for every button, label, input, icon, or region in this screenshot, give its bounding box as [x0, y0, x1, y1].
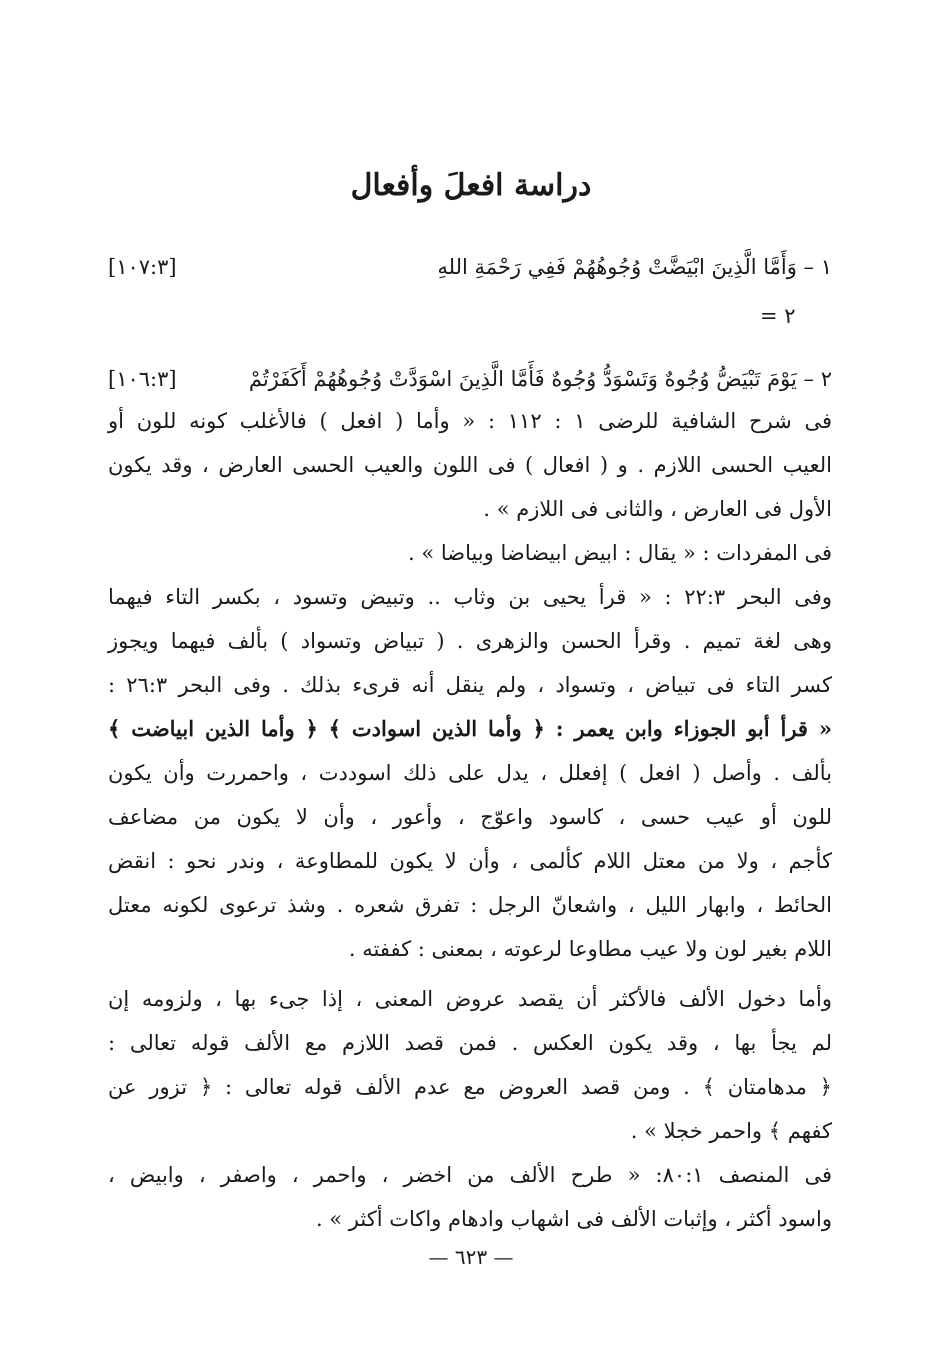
text-line: كأجم ، ولا من معتل اللام كألمى ، وأن لا يكون للمطاوعة ، وندر نحو : انقض [108, 849, 832, 873]
verse-2 [108, 364, 832, 398]
text-line: فى المفردات : « يقال : ابيض ابيضاضا وبياضا » . [407, 541, 832, 565]
text-line: اللام بغير لون ولا عيب مطاوعا لرعوته ، بمعنى : كففته . [348, 937, 832, 961]
text-line: لم يجأ بها ، وقد يكون العكس . فمن قصد اللازم مع الألف قوله تعالى : [108, 1031, 832, 1055]
verse-2-text: ٢ – يَوْمَ تَبْيَضُّ وُجُوهٌ وَتَسْوَدُّ وُجُوهٌ فَأَمَّا الَّذِينَ اسْوَدَّتْ وُجُوهُهُمْ أَكَفَرْتُمْ [248, 367, 832, 391]
page-number: — ٦٢٣ — [428, 1245, 514, 1269]
text-line: فى المنصف ٨٠:١: « طرح الألف من اخضر ، واحمر ، واصفر ، وابيض ، [108, 1163, 832, 1187]
text-line: فى شرح الشافية للرضى ١ : ١١٢ : « وأما ( افعل ) فالأغلب كونه للون أو [108, 409, 832, 433]
verse-1 [108, 252, 832, 286]
text-line-bold: « قرأ أبو الجوزاء وابن يعمر : ﴿ وأما الذين اسوادت ﴾ ﴿ وأما الذين ابياضت ﴾ [108, 716, 832, 741]
verse-2-ref: [١٠٦:٣] [108, 367, 177, 391]
text-line: كسر التاء فى تبياض ، وتسواد ، ولم ينقل أنه قرىء بذلك . وفى البحر ٢٦:٣ : [108, 673, 832, 697]
verse-1-text: ١ – وَأَمَّا الَّذِينَ ابْيَضَّتْ وُجُوهُهُمْ فَفِي رَحْمَةِ اللهِ [437, 255, 832, 279]
text-line: بألف . وأصل ( افعل ) إفعلل ، يدل على ذلك اسوددت ، واحمررت وأن يكون [108, 761, 832, 785]
text-line: كفهم ﴾ واحمر خجلا » . [630, 1119, 832, 1143]
text-line: العيب الحسى اللازم . و ( افعال ) فى اللون والعيب الحسى العارض ، وقد يكون [108, 453, 832, 477]
text-line: الحائط ، وابهار الليل ، واشعانّ الرجل : تفرق شعره . وشذ ترعوى لكونه معتل [108, 893, 832, 917]
text-line: الأول فى العارض ، والثانى فى اللازم » . [483, 497, 832, 521]
page-title: دراسة افعلَ وأفعال [350, 168, 592, 203]
text-line: وفى البحر ٢٢:٣ : « قرأ يحيى بن وثاب .. وتبيض وتسود ، بكسر التاء فيهما [108, 585, 832, 609]
text-line: للون أو عيب حسى ، كاسود واعوّج ، وأعور ، وأن لا يكون من مضاعف [108, 805, 832, 829]
text-line: وأما دخول الألف فالأكثر أن يقصد عروض المعنى ، إذا جىء بها ، ولزومه إن [108, 987, 832, 1011]
text-line: وهى لغة تميم . وقرأ الحسن والزهرى . ( تبياض وتسواد ) بألف فيهما ويجوز [108, 629, 832, 653]
verse-1-ref: [١٠٧:٣] [108, 255, 177, 279]
text-line: واسود أكثر ، وإثبات الألف فى اشهاب وادهام واكات أكثر » . [315, 1207, 832, 1231]
text-line: ﴿ مدهامتان ﴾ . ومن قصد العروض مع عدم الألف قوله تعالى : ﴿ تزور عن [108, 1075, 832, 1099]
equals-note: ٢ = [760, 304, 796, 328]
